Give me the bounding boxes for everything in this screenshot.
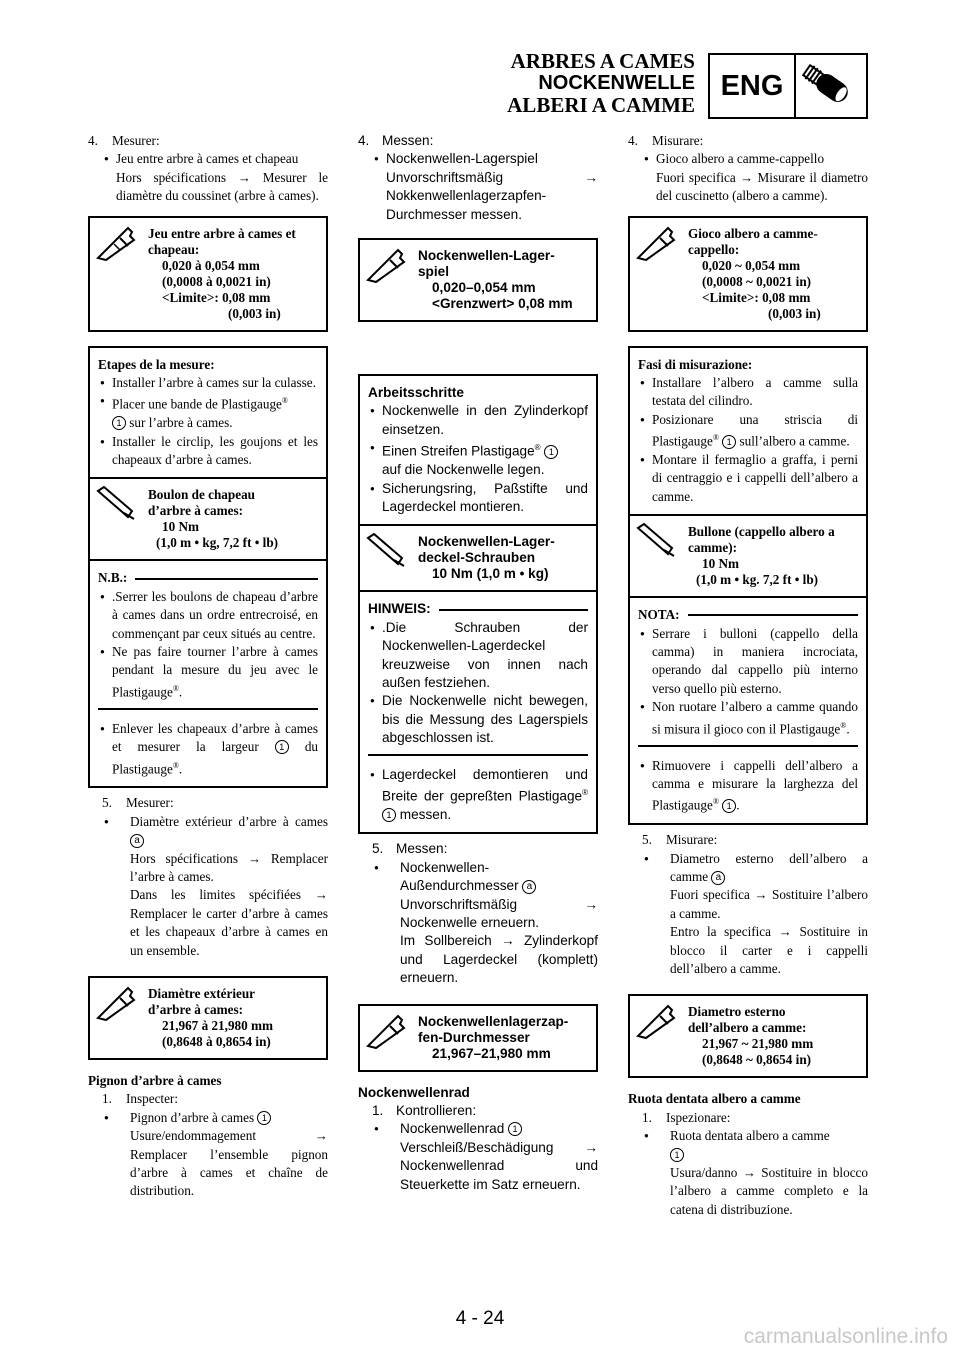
caliper-icon <box>630 996 682 1076</box>
fr-spec-diameter: Diamètre extérieur d’arbre à cames: 21,967 à 21,980 mm (0,8648 à 0,8654 in) <box>88 976 328 1060</box>
it-spec-clearance: Gioco albero a camme- cappello: 0,020 ~ 0,054 mm (0,0008 ~ 0,0021 in) <Limite>: 0,08 mm (0,003 in) <box>628 216 868 332</box>
fr-step-4-item: ● Jeu entre arbre à cames et chapeau <box>88 150 328 168</box>
caliper-icon <box>360 240 412 320</box>
fr-spec-clearance: Jeu entre arbre à cames et chapeau: 0,020 à 0,054 mm (0,0008 à 0,0021 in) <Limite>: 0,08 mm (0,003 in) <box>88 216 328 332</box>
fr-step-4: 4. Mesurer: <box>88 133 160 148</box>
fr-procedure-box: Etapes de la mesure: ● Installer l’arbre à cames sur la culasse. ● Placer une bande de Plastigauge® 1 sur l’arbre à cames. ● Installer le circlip, les goujons et les chapeaux d’arbre à cames. Boulon de chapeau d’arbre à cames: 10 Nm (1,0 m • kg, 7,2 ft • lb) N.B.: ● .Serrer les boulons de chapeau d’arbre à cames dans un ordre entrecroisé, en commençant par ceux situés au centre. ● Ne pas faire tourner l’arbre à cames pendant la mesure du jeu avec le Plastigauge®. ● Enlever les chapeaux d’arbre à cames et mesurer la largeur 1 du Plastigauge®. <box>88 346 328 789</box>
fr-steps-heading: Etapes de la mesure: <box>98 356 215 372</box>
caliper-icon <box>90 218 142 330</box>
title-de: NOCKENWELLE <box>538 72 695 94</box>
caliper-icon <box>90 978 142 1058</box>
section-badge <box>708 53 868 119</box>
fr-step-5: 5. Mesurer: <box>102 795 174 811</box>
title-it: ALBERI A CAMME <box>507 93 695 117</box>
engine-spring-icon <box>796 55 866 117</box>
torque-wrench-icon <box>360 526 412 590</box>
torque-wrench-icon <box>630 516 682 596</box>
fr-step-4-out: Hors spécifications → Mesurer le diamètre du coussinet (arbre à cames). <box>116 169 328 204</box>
caliper-icon <box>360 1006 412 1070</box>
column-german: 4. Messen: ● Nockenwellen-Lagerspiel Unvorschriftsmäßig → Nokkenwellenlagerzapfen-Durchmesser messen. Nockenwellen-Lager- spiel 0,020–0,054 mm <Grenzwert> 0,08 mm Arbeitsschritte ● Nockenwelle in den Zylinderkopf einsetzen. ● Einen Streifen Plastigage® 1 auf die Nockenwelle legen. ● Sicherungsring, Paßstifte und Lagerdeckel montieren. Nockenwellen-Lager- deckel-Schrauben 10 Nm (1,0 m • kg) HINWEIS: ● .Die Schrauben der Nockenwellen-Lagerdeckel kreuzweise von innen nach außen festziehen. ● Die Nockenwelle nicht bewegen, bis die Messung des Lagerspiels abgeschlossen ist. ● Lagerdeckel demontieren und Breite der gepreßten Plastigage® 1 messen. 5. Messen: ● Nockenwellen-Außendurchmesser a Unvorschriftsmäßig → Nockenwelle erneuern. Im Sollbereich → Zylinderkopf und Lagerdeckel (komplett) erneuern. Nockenwellenlagerzap- fen-Durchmesser 21,967–21,980 mm Nockenwellenrad 1. Kontrollieren: ● Nockenwellenrad 1 Verschleiß/Beschädigung → Nockenwellenrad und Steuerkette im Satz erneuern. <box>358 132 598 1194</box>
caliper-icon <box>630 218 682 330</box>
it-spec-bolt: Bullone (cappello albero a camme): 10 Nm (1,0 m • kg. 7,2 ft • lb) <box>630 514 866 596</box>
page-number: 4 - 24 <box>455 1308 505 1329</box>
torque-wrench-icon <box>90 479 142 559</box>
de-spec-diameter: Nockenwellenlagerzap- fen-Durchmesser 21,967–21,980 mm <box>358 1004 598 1072</box>
section-label: ENG <box>710 55 796 117</box>
fr-spec-bolt: Boulon de chapeau d’arbre à cames: 10 Nm (1,0 m • kg, 7,2 ft • lb) <box>90 477 326 559</box>
fr-nb-label: N.B.: <box>98 570 128 586</box>
it-spec-diameter: Diametro esterno dell’albero a camme: 21,967 ~ 21,980 mm (0,8648 ~ 0,8654 in) <box>628 994 868 1078</box>
it-procedure-box: Fasi di misurazione: ● Installare l’albero a camme sulla testata del cilindro. ● Posizionare una striscia di Plastigauge® 1 sull’albero a camme. ● Montare il fermaglio a graffa, i perni di centraggio e i cappelli dell’albero a camme. Bullone (cappello albero a camme): 10 Nm (1,0 m • kg. 7,2 ft • lb) NOTA: ● Serrare i bulloni (cappello della camma) in maniera incrociata, operando dal cappello più interno verso quello più esterno. ● Non ruotare l’albero a camme quando si misura il gioco con il Plastigauge®. ● Rimuovere i cappelli dell’albero a camma e misurare la larghezza del Plastigauge® 1 . <box>628 346 868 825</box>
de-spec-bolt: Nockenwellen-Lager- deckel-Schrauben 10 Nm (1,0 m • kg) <box>360 524 596 590</box>
header-titles <box>507 50 695 116</box>
title-fr: ARBRES A CAMES <box>510 49 695 73</box>
column-french: 4. Mesurer: ● Jeu entre arbre à cames et chapeau Hors spécifications → Mesurer le diamètre du coussinet (arbre à cames). Jeu entre arbre à cames et chapeau: 0,020 à 0,054 mm (0,0008 à 0,0021 in) <Limite>: 0,08 mm (0,003 in) Etapes de la mesure: ● Installer l’arbre à cames sur la culasse. ● Placer une bande de Plastigauge® 1 sur l’arbre à cames. ● Installer le circlip, les goujons et les chapeaux d’arbre à cames. Boulon de chapeau d’arbre à cames: 10 Nm (1,0 m • kg, 7,2 ft • lb) N.B.: ● .Serrer les boulons de chapeau d’arbre à cames dans un ordre entrecroisé, en commençant par ceux situés au centre. ● Ne pas faire tourner l’arbre à cames pendant la mesure du jeu avec le Plastigauge®. ● Enlever les chapeaux d’arbre à cames et mesurer la largeur 1 du Plastigauge®. 5. Mesurer: ● Diamètre extérieur d’arbre à cames a Hors spécifications → Remplacer l’arbre à cames. Dans les limites spécifiées → Remplacer le carter d’arbre à cames et les chapeaux d’arbre à cames en un ensemble. Diamètre extérieur d’arbre à cames: 21,967 à 21,980 mm (0,8648 à 0,8654 in) Pignon d’arbre à cames 1. Inspecter: ● Pignon d’arbre à cames 1 Usure/endommagement → Remplacer l’ensemble pignon d’arbre à cames et chaîne de distribution. <box>88 132 328 1201</box>
fr-gear-heading: Pignon d’arbre à cames <box>88 1072 222 1088</box>
de-step-4: 4. Messen: <box>358 133 434 148</box>
de-spec-clearance: Nockenwellen-Lager- spiel 0,020–0,054 mm <Grenzwert> 0,08 mm <box>358 238 598 322</box>
column-italian: 4. Misurare: ● Gioco albero a camme-cappello Fuori specifica → Misurare il diametro del cuscinetto (albero a camme). Gioco albero a camme- cappello: 0,020 ~ 0,054 mm (0,0008 ~ 0,0021 in) <Limite>: 0,08 mm (0,003 in) Fasi di misurazione: ● Installare l’albero a camme sulla testata del cilindro. ● Posizionare una striscia di Plastigauge® 1 sull’albero a camme. ● Montare il fermaglio a graffa, i perni di centraggio e i cappelli dell’albero a camme. Bullone (cappello albero a camme): 10 Nm (1,0 m • kg. 7,2 ft • lb) NOTA: ● Serrare i bulloni (cappello della camma) in maniera incrociata, operando dal cappello più interno verso quello più esterno. ● Non ruotare l’albero a camme quando si misura il gioco con il Plastigauge®. ● Rimuovere i cappelli dell’albero a camma e misurare la larghezza del Plastigauge® 1 . 5. Misurare: ● Diametro esterno dell’albero a camme a Fuori specifica → Sostituire l’albero a camme. Entro la specifica → Sostituire in blocco il carter e i cappelli dell’albero a camme. Diametro esterno dell’albero a camme: 21,967 ~ 21,980 mm (0,8648 ~ 0,8654 in) Ruota dentata albero a camme 1. Ispezionare: ● Ruota dentata albero a camme 1 Usura/danno → Sostituire in blocco l’albero a camme completo e la catena di distribuzione. <box>628 132 868 1219</box>
watermark: carmanualsonline.info <box>743 1325 948 1348</box>
de-procedure-box: Arbeitsschritte ● Nockenwelle in den Zylinderkopf einsetzen. ● Einen Streifen Plastigage® 1 auf die Nockenwelle legen. ● Sicherungsring, Paßstifte und Lagerdeckel montieren. Nockenwellen-Lager- deckel-Schrauben 10 Nm (1,0 m • kg) HINWEIS: ● .Die Schrauben der Nockenwellen-Lagerdeckel kreuzweise von innen nach außen festziehen. ● Die Nockenwelle nicht bewegen, bis die Messung des Lagerspiels abgeschlossen ist. ● Lagerdeckel demontieren und Breite der gepreßten Plastigage® 1 messen. <box>358 374 598 834</box>
